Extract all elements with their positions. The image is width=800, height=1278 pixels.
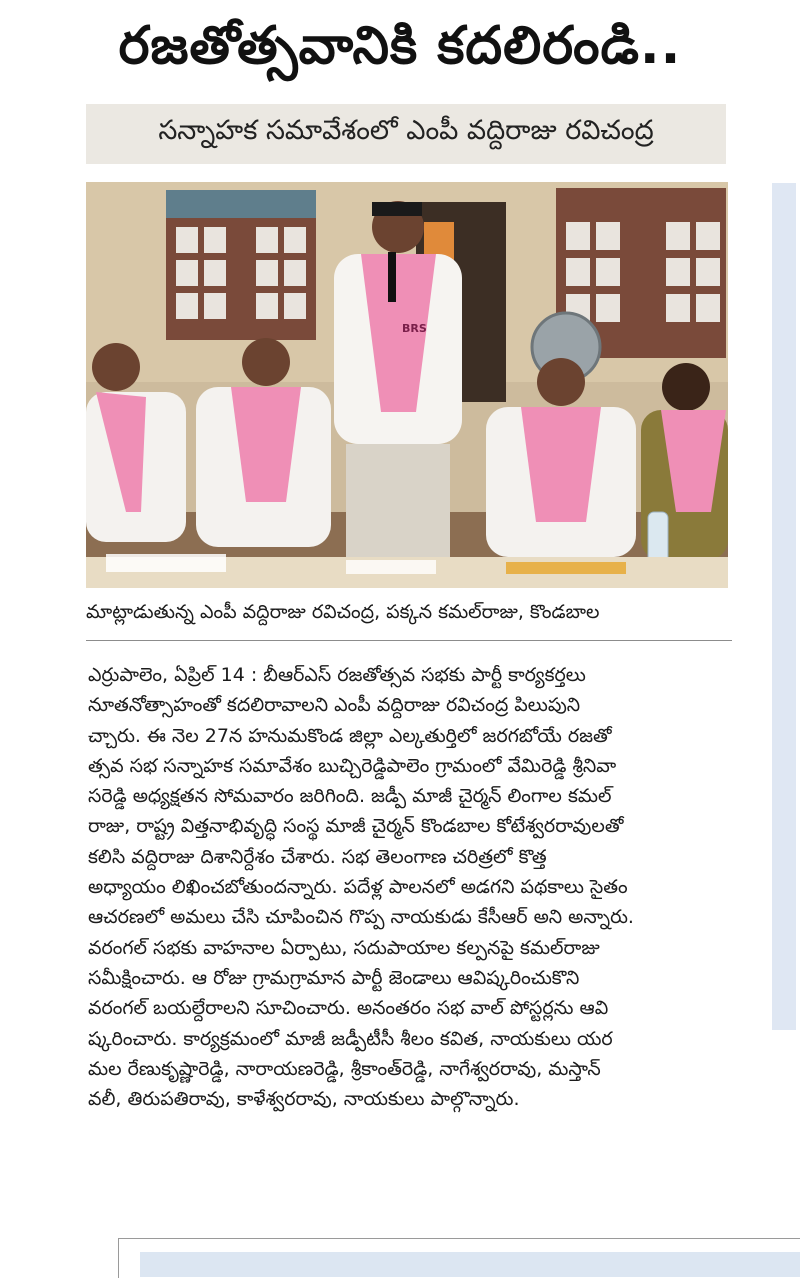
body-line: వరంగల్ బయల్దేరాలని సూచించారు. అనంతరం సభ వాల్ పోస్టర్లను ఆవి: [88, 997, 609, 1020]
body-line: వరంగల్ సభకు వాహనాల ఏర్పాటు, సదుపాయాల కల్పనపై కమల్‌రాజు: [88, 936, 600, 959]
banner-label: BRS: [402, 322, 427, 335]
article-body: [88, 660, 738, 1114]
body-line: రాజు, రాష్ట్ర విత్తనాభివృద్ధి సంస్థ మాజీ చైర్మన్ కొండబాల కోటేశ్వరరావులతో: [88, 815, 624, 838]
body-line: కలిసి వద్దిరాజు దిశానిర్దేశం చేశారు. సభ తెలంగాణ చరిత్రలో కొత్త: [88, 845, 547, 868]
side-column-bar: [772, 183, 796, 1030]
headline: రజతోత్సవానికి కదలిరండి..: [118, 16, 682, 76]
body-line: ఆచరణలో అమలు చేసి చూపించిన గొప్ప నాయకుడు కేసీఆర్ అని అన్నారు.: [88, 906, 634, 929]
photo-caption: మాట్లాడుతున్న ఎంపీ వద్దిరాజు రవిచంద్ర, పక్కన కమల్‌రాజు, కొండబాల: [86, 601, 600, 623]
body-line: ష్కరించారు. కార్యక్రమంలో మాజీ జడ్పీటీసీ శీలం కవిత, నాయకులు యర: [88, 1027, 613, 1050]
body-line: వలీ, తిరుపతిరావు, కాళేశ్వరరావు, నాయకులు పాల్గొన్నారు.: [88, 1088, 520, 1111]
body-line: చ్చారు. ఈ నెల 27న హనుమకొండ జిల్లా ఎల్కతుర్తిలో జరగబోయే రజతో: [88, 724, 612, 747]
body-line: త్సవ సభ సన్నాహక సమావేశం బుచ్చిరెడ్డిపాలెం గ్రామంలో వేమిరెడ్డి శ్రీనివా: [88, 754, 617, 777]
divider: [86, 640, 732, 641]
news-photo: [86, 182, 728, 588]
body-line: అధ్యాయం లిఖించబోతుందన్నారు. పదేళ్ల పాలనలో అడగని పథకాలు సైతం: [88, 876, 628, 899]
subheadline-box: [86, 104, 726, 164]
body-line: ఎర్రుపాలెం, ఏప్రిల్ 14 : బీఆర్ఎస్ రజతోత్సవ సభకు పార్టీ కార్యకర్తలు: [88, 664, 586, 686]
subheadline: సన్నాహక సమావేశంలో ఎంపీ వద్దిరాజు రవిచంద్ర: [158, 115, 654, 146]
body-line: నూతనోత్సాహంతో కదలిరావాలని ఎంపీ వద్దిరాజు రవిచంద్ర పిలుపుని: [88, 694, 581, 717]
body-line: సరెడ్డి అధ్యక్షతన సోమవారం జరిగింది. జడ్పీ మాజీ చైర్మన్ లింగాల కమల్: [88, 785, 612, 808]
body-line: మల రేణుకృష్ణారెడ్డి, నారాయణరెడ్డి, శ్రీకాంత్‌రెడ్డి, నాగేశ్వరరావు, మస్తాన్: [88, 1057, 601, 1080]
next-article-box: [140, 1252, 800, 1277]
body-line: సమీక్షించారు. ఆ రోజు గ్రామగ్రామాన పార్టీ జెండాలు ఆవిష్కరించుకొని: [88, 966, 580, 989]
